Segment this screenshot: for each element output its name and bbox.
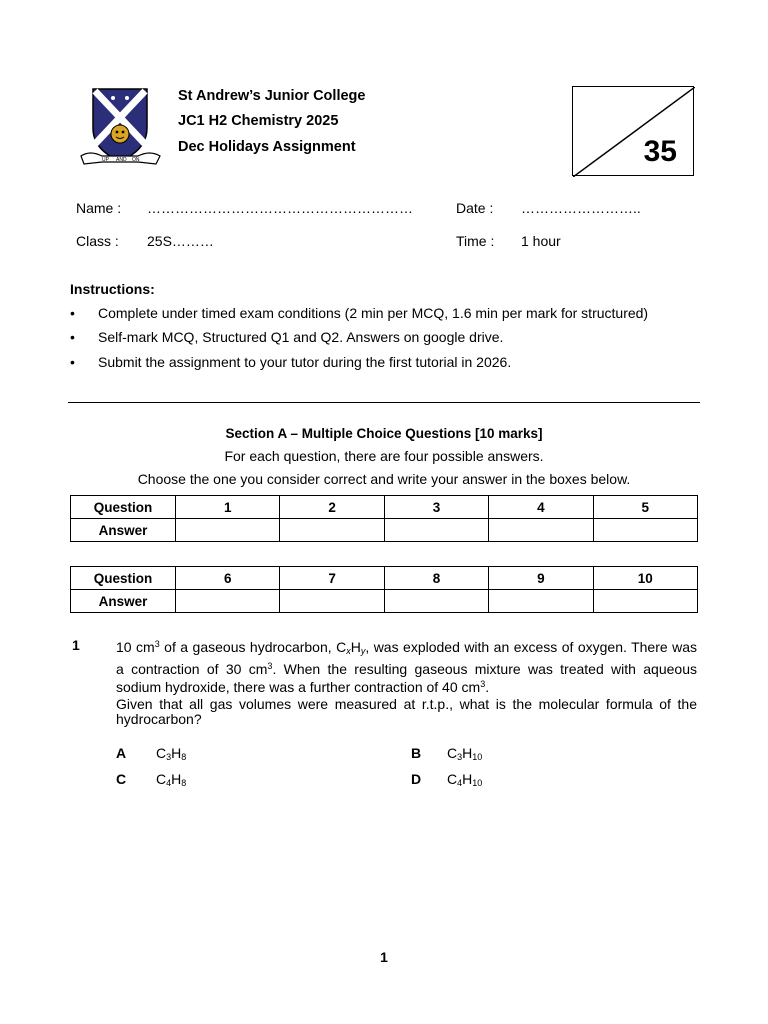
answer-row-label: Answer bbox=[71, 590, 176, 613]
crest-motto-2: AND bbox=[116, 157, 127, 163]
option-b-value bbox=[447, 745, 482, 762]
page-number: 1 bbox=[380, 949, 388, 965]
option-a-letter: A bbox=[116, 745, 127, 761]
answer-table-1 bbox=[70, 495, 698, 542]
formula-c-count: 4 bbox=[457, 778, 463, 788]
stem-part: of a gaseous hydrocarbon, C bbox=[159, 639, 347, 655]
crest-motto-1: UP bbox=[102, 157, 109, 163]
formula-h-count: 10 bbox=[472, 778, 483, 788]
stem-part: H bbox=[350, 639, 361, 655]
formula-h: H bbox=[171, 771, 182, 787]
stem-part: . When the resulting gaseous mixture was treated with aqueous sodium hydroxide, there was a further contraction of 40 cm bbox=[116, 661, 697, 695]
answer-cell[interactable] bbox=[384, 590, 488, 613]
question-number: 7 bbox=[280, 567, 384, 590]
question-number: 2 bbox=[280, 496, 384, 519]
instruction-item bbox=[70, 329, 503, 345]
question-stem bbox=[116, 637, 697, 695]
name-field[interactable]: ………………………………………………… bbox=[147, 200, 413, 216]
section-a-line1: For each question, there are four possible answers. bbox=[224, 448, 544, 464]
formula-c: C bbox=[447, 745, 458, 761]
superscript: 3 bbox=[267, 661, 273, 671]
instruction-item bbox=[70, 354, 511, 370]
formula-h: H bbox=[462, 771, 473, 787]
formula-h-count: 8 bbox=[181, 778, 187, 788]
question-prompt: Given that all gas volumes were measured at r.t.p., what is the molecular formula of the hydrocarbon? bbox=[116, 696, 697, 727]
answer-cell[interactable] bbox=[384, 519, 488, 542]
question-number: 3 bbox=[384, 496, 488, 519]
instruction-text: Complete under timed exam conditions (2 min per MCQ, 1.6 min per mark for structured) bbox=[98, 305, 649, 321]
question-number: 5 bbox=[593, 496, 697, 519]
score-box bbox=[572, 86, 694, 176]
name-label: Name : bbox=[76, 200, 122, 216]
answer-cell[interactable] bbox=[176, 590, 280, 613]
formula-c: C bbox=[156, 771, 167, 787]
subscript: x bbox=[346, 646, 351, 656]
answer-cell[interactable] bbox=[280, 590, 384, 613]
bullet-symbol: • bbox=[70, 305, 75, 321]
question-row-label: Question bbox=[71, 496, 176, 519]
class-label: Class : bbox=[76, 233, 119, 249]
answer-row bbox=[71, 519, 698, 542]
answer-cell[interactable] bbox=[593, 519, 697, 542]
option-b-letter: B bbox=[411, 745, 422, 761]
formula-h-count: 10 bbox=[472, 752, 483, 762]
answer-row bbox=[71, 590, 698, 613]
formula-c-count: 3 bbox=[166, 752, 172, 762]
question-number: 10 bbox=[593, 567, 697, 590]
formula-c: C bbox=[447, 771, 458, 787]
class-field[interactable]: 25S……… bbox=[147, 233, 214, 249]
question-number: 6 bbox=[176, 567, 280, 590]
question-row-label: Question bbox=[71, 567, 176, 590]
answer-cell[interactable] bbox=[489, 519, 593, 542]
instruction-text: Self-mark MCQ, Structured Q1 and Q2. Answers on google drive. bbox=[98, 329, 504, 345]
assignment-title: Dec Holidays Assignment bbox=[178, 139, 356, 155]
formula-c-count: 4 bbox=[166, 778, 172, 788]
date-field[interactable]: …………………….. bbox=[521, 200, 641, 216]
section-divider bbox=[68, 402, 700, 403]
answer-cell[interactable] bbox=[489, 590, 593, 613]
answer-cell[interactable] bbox=[593, 590, 697, 613]
instruction-item bbox=[70, 305, 648, 321]
answer-cell[interactable] bbox=[176, 519, 280, 542]
superscript: 3 bbox=[154, 639, 160, 649]
option-c-value bbox=[156, 771, 186, 788]
question-number: 1 bbox=[72, 637, 80, 653]
answer-table-2 bbox=[70, 566, 698, 613]
question-number: 9 bbox=[489, 567, 593, 590]
section-a-line2: Choose the one you consider correct and write your answer in the boxes below. bbox=[137, 471, 631, 487]
bullet-symbol: • bbox=[70, 354, 75, 370]
formula-c-count: 3 bbox=[457, 752, 463, 762]
instructions-title: Instructions: bbox=[70, 281, 155, 297]
question-row bbox=[71, 567, 698, 590]
question-number: 1 bbox=[176, 496, 280, 519]
time-value: 1 hour bbox=[521, 233, 561, 249]
section-a-title: Section A – Multiple Choice Questions [10 marks] bbox=[225, 426, 543, 441]
option-d-letter: D bbox=[411, 771, 422, 787]
option-a-value bbox=[156, 745, 186, 762]
stem-part: . bbox=[485, 679, 490, 695]
formula-h: H bbox=[462, 745, 473, 761]
question-number: 4 bbox=[489, 496, 593, 519]
school-name: St Andrew’s Junior College bbox=[178, 88, 366, 104]
score-total: 35 bbox=[643, 135, 677, 168]
stem-part: 10 cm bbox=[116, 639, 155, 655]
question-row bbox=[71, 496, 698, 519]
formula-c: C bbox=[156, 745, 167, 761]
superscript: 3 bbox=[480, 679, 486, 689]
subscript: y bbox=[360, 646, 366, 656]
question-number: 8 bbox=[384, 567, 488, 590]
option-d-value bbox=[447, 771, 482, 788]
answer-row-label: Answer bbox=[71, 519, 176, 542]
school-crest-logo bbox=[80, 86, 162, 168]
stem-part: , was exploded with an excess of oxygen. There was a contraction of 30 cm bbox=[116, 639, 698, 677]
time-label: Time : bbox=[456, 233, 495, 249]
crest-motto-3: ON bbox=[132, 157, 140, 163]
bullet-symbol: • bbox=[70, 329, 75, 345]
answer-cell[interactable] bbox=[280, 519, 384, 542]
instruction-text: Submit the assignment to your tutor during the first tutorial in 2026. bbox=[98, 354, 512, 370]
option-c-letter: C bbox=[116, 771, 127, 787]
course-title: JC1 H2 Chemistry 2025 bbox=[178, 113, 339, 129]
formula-h-count: 8 bbox=[181, 752, 187, 762]
formula-h: H bbox=[171, 745, 182, 761]
date-label: Date : bbox=[456, 200, 494, 216]
